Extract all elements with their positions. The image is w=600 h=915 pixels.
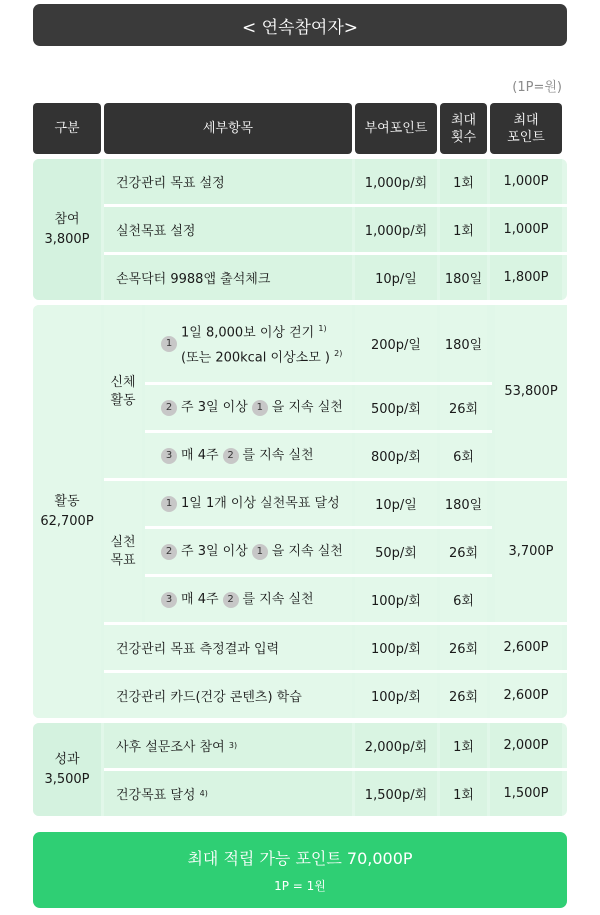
table-row <box>145 382 492 430</box>
row-count: 26회 <box>440 529 487 574</box>
table-row <box>104 204 567 252</box>
row-item: 1 1일 8,000보 이상 걷기 $^{1)}$ (또는 200kcal 이상소모 ) $^{2)}$ <box>145 305 352 382</box>
group-label: 활동 62,700P <box>33 305 101 718</box>
row-count: 180일 <box>440 481 487 526</box>
subgroup-label: 신체 활동 <box>104 305 142 478</box>
table-row <box>145 526 492 574</box>
row-item: 사후 설문조사 참여 3) <box>104 723 352 768</box>
number-2-badge-icon: 2 <box>223 592 239 608</box>
col-header-gubun: 구분 <box>33 103 101 154</box>
row-points: 10p/일 <box>355 255 437 300</box>
number-1-badge-icon: 1 <box>252 400 268 416</box>
row-points: 1,500p/회 <box>355 771 437 816</box>
subgroup-max: 3,700P <box>495 481 567 622</box>
row-points: 2,000p/회 <box>355 723 437 768</box>
subgroup-practice <box>104 478 567 622</box>
table-row <box>104 159 567 204</box>
row-max: 2,000P <box>490 723 562 768</box>
row-points: 500p/회 <box>355 385 437 430</box>
row-count: 1회 <box>440 159 487 204</box>
table-row <box>145 430 492 478</box>
table-row <box>104 622 567 670</box>
col-header-count: 최대 횟수 <box>440 103 487 154</box>
row-count: 26회 <box>440 385 487 430</box>
row-max: 1,000P <box>490 207 562 252</box>
row-count: 180일 <box>440 305 487 382</box>
number-2-badge-icon: 2 <box>223 448 239 464</box>
subgroup-physical <box>104 305 567 478</box>
number-2-badge-icon: 2 <box>161 544 177 560</box>
subgroup-label: 실천 목표 <box>104 481 142 622</box>
unit-note: (1P=원) <box>512 80 562 95</box>
row-item: 2 주 3일 이상 1 을 지속 실천 <box>145 385 352 430</box>
number-3-badge-icon: 3 <box>161 592 177 608</box>
point-rate-text: 1P = 1원 <box>274 879 326 893</box>
row-item: 3 매 4주 2 를 지속 실천 <box>145 577 352 622</box>
row-points: 800p/회 <box>355 433 437 478</box>
table-row <box>145 574 492 622</box>
row-item: 1 1일 1개 이상 실천목표 달성 <box>145 481 352 526</box>
col-header-max: 최대 포인트 <box>490 103 562 154</box>
points-table <box>33 103 567 816</box>
row-points: 200p/일 <box>355 305 437 382</box>
row-max: 2,600P <box>490 625 562 670</box>
row-item: 2 주 3일 이상 1 을 지속 실천 <box>145 529 352 574</box>
group-label: 참여 3,800P <box>33 159 101 300</box>
number-2-badge-icon: 2 <box>161 400 177 416</box>
row-item: 건강관리 카드(건강 콘텐츠) 학습 <box>104 673 352 718</box>
row-item: 3 매 4주 2 를 지속 실천 <box>145 433 352 478</box>
number-3-badge-icon: 3 <box>161 448 177 464</box>
page-title: < 연속참여자> <box>33 4 567 46</box>
number-1-badge-icon: 1 <box>161 496 177 512</box>
row-points: 1,000p/회 <box>355 207 437 252</box>
row-points: 10p/일 <box>355 481 437 526</box>
row-item: 건강목표 달성 4) <box>104 771 352 816</box>
group-outcome <box>33 723 567 816</box>
table-row <box>104 768 567 816</box>
group-participation <box>33 159 567 300</box>
row-item: 손목닥터 9988앱 출석체크 <box>104 255 352 300</box>
row-points: 100p/회 <box>355 625 437 670</box>
col-header-detail: 세부항목 <box>104 103 352 154</box>
table-row <box>104 252 567 300</box>
row-max: 1,800P <box>490 255 562 300</box>
group-activity <box>33 305 567 718</box>
total-points-banner <box>33 832 567 908</box>
row-count: 6회 <box>440 577 487 622</box>
row-count: 1회 <box>440 771 487 816</box>
table-row <box>104 670 567 718</box>
row-points: 1,000p/회 <box>355 159 437 204</box>
row-points: 100p/회 <box>355 577 437 622</box>
row-count: 1회 <box>440 207 487 252</box>
row-item: 실천목표 설정 <box>104 207 352 252</box>
row-count: 6회 <box>440 433 487 478</box>
row-count: 26회 <box>440 625 487 670</box>
row-max: 2,600P <box>490 673 562 718</box>
row-item: 건강관리 목표 설정 <box>104 159 352 204</box>
row-count: 26회 <box>440 673 487 718</box>
number-1-badge-icon: 1 <box>252 544 268 560</box>
table-row <box>145 305 492 382</box>
row-max: 1,000P <box>490 159 562 204</box>
row-max: 1,500P <box>490 771 562 816</box>
col-header-points: 부여포인트 <box>355 103 437 154</box>
row-count: 1회 <box>440 723 487 768</box>
subgroup-max: 53,800P <box>495 305 567 478</box>
table-header <box>33 103 567 154</box>
number-1-badge-icon: 1 <box>161 336 177 352</box>
row-item: 건강관리 목표 측정결과 입력 <box>104 625 352 670</box>
row-count: 180일 <box>440 255 487 300</box>
table-row <box>104 723 567 768</box>
row-points: 50p/회 <box>355 529 437 574</box>
table-row <box>145 481 492 526</box>
total-points-text: 최대 적립 가능 포인트 70,000P <box>187 849 413 868</box>
row-points: 100p/회 <box>355 673 437 718</box>
group-label: 성과 3,500P <box>33 723 101 816</box>
